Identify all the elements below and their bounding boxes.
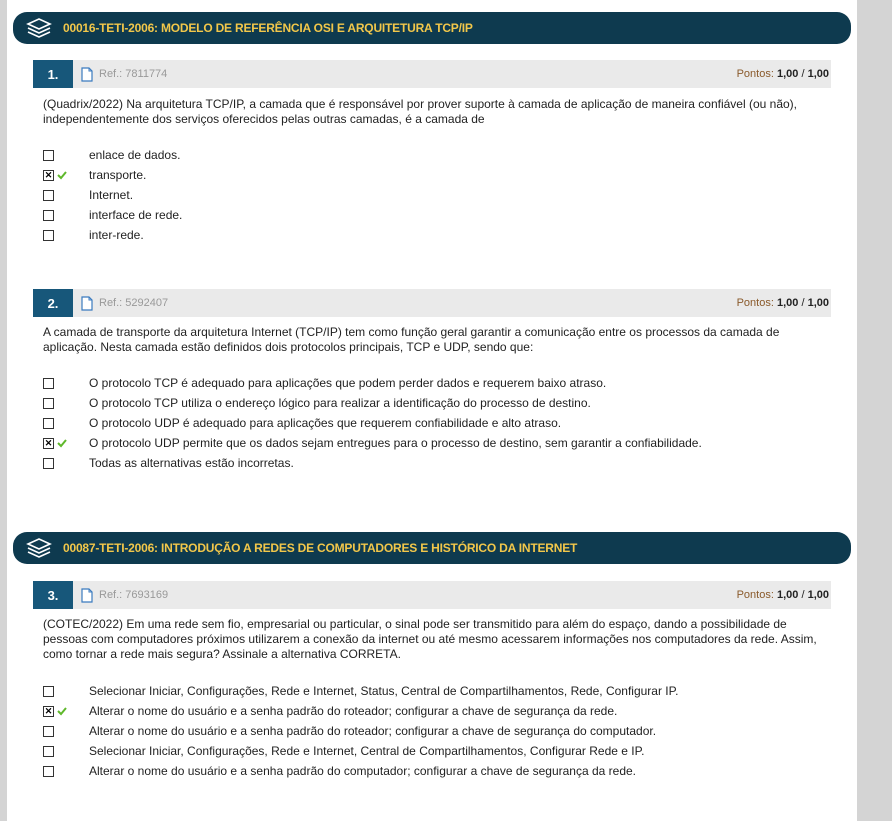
section-header [13, 532, 851, 564]
question-header [33, 289, 831, 317]
question-ref: Ref.: 5292407 [99, 297, 169, 309]
question-number: 2. [33, 289, 73, 317]
option-item[interactable] [43, 373, 833, 393]
option-label: O protocolo UDP é adequado para aplicações que requerem confiabilidade e alto atraso. [89, 416, 562, 430]
stack-of-books-icon [25, 17, 53, 39]
section-title: 00087-TETI-2006: INTRODUÇÃO A REDES DE COMPUTADORES E HISTÓRICO DA INTERNET [63, 541, 578, 555]
document-icon[interactable] [81, 588, 93, 603]
points-label: Pontos: [736, 589, 774, 601]
option-item[interactable] [43, 165, 833, 185]
option-label: transporte. [89, 168, 147, 182]
points-total: 1,00 [807, 589, 829, 601]
option-checkbox[interactable] [43, 230, 54, 241]
section-title: 00016-TETI-2006: MODELO DE REFERÊNCIA OSI E ARQUITETURA TCP/IP [63, 21, 473, 35]
points-separator: / [801, 589, 805, 601]
option-label: Alterar o nome do usuário e a senha padrão do roteador; configurar a chave de segurança do computador. [89, 724, 657, 738]
option-label: inter-rede. [89, 228, 144, 242]
points-separator: / [801, 68, 805, 80]
question-ref: Ref.: 7811774 [99, 68, 168, 80]
option-item[interactable] [43, 413, 833, 433]
option-item[interactable] [43, 433, 833, 453]
option-item[interactable] [43, 741, 833, 761]
option-label: Internet. [89, 188, 134, 202]
check-icon [57, 706, 67, 716]
check-icon [57, 438, 67, 448]
option-label: Todas as alternativas estão incorretas. [89, 456, 294, 470]
option-checkbox[interactable] [43, 766, 54, 777]
option-checkbox[interactable] [43, 378, 54, 389]
points-label: Pontos: [736, 68, 774, 80]
option-item[interactable] [43, 145, 833, 165]
option-checkbox[interactable] [43, 746, 54, 757]
document-icon[interactable] [81, 296, 93, 311]
option-checkbox[interactable] [43, 726, 54, 737]
option-checkbox-checked[interactable]: ✕ [44, 437, 53, 448]
section-header [13, 12, 851, 44]
option-checkbox-checked[interactable]: ✕ [44, 169, 53, 180]
option-label: O protocolo TCP utiliza o endereço lógico para realizar a identificação do processo de destino. [89, 396, 591, 410]
question-points [737, 68, 831, 80]
question-number: 1. [33, 60, 73, 88]
option-item[interactable] [43, 393, 833, 413]
option-item[interactable] [43, 701, 833, 721]
options-list [43, 373, 833, 473]
options-list [43, 145, 833, 245]
option-label: Selecionar Iniciar, Configurações, Rede e Internet, Central de Compartilhamentos, Configurar Rede e IP. [89, 744, 645, 758]
question-points [737, 589, 831, 601]
question-header [33, 581, 831, 609]
question-number: 3. [33, 581, 73, 609]
option-item[interactable] [43, 761, 833, 781]
question-statement: (Quadrix/2022) Na arquitetura TCP/IP, a camada que é responsável por prover suporte à camada de aplicação de maneira confiável (ou não), independentemente dos serviços oferecidos pelas outras camadas, é a camada de [43, 97, 797, 126]
question-points [737, 297, 831, 309]
option-checkbox[interactable] [43, 398, 54, 409]
points-separator: / [801, 297, 805, 309]
option-label: O protocolo TCP é adequado para aplicações que podem perder dados e requerem baixo atraso. [89, 376, 607, 390]
option-label: Selecionar Iniciar, Configurações, Rede e Internet, Status, Central de Compartilhamentos, Rede, Configurar IP. [89, 684, 679, 698]
option-label: enlace de dados. [89, 148, 181, 162]
option-checkbox-checked[interactable]: ✕ [44, 705, 53, 716]
option-label: Alterar o nome do usuário e a senha padrão do roteador; configurar a chave de segurança da rede. [89, 704, 618, 718]
question-statement: (COTEC/2022) Em uma rede sem fio, empresarial ou particular, o sinal pode ser transmitido para além do espaço, dando a possibilidade de pessoas com computadores próximos utilizarem a conexão da internet ou até mesmo acessarem informações nos computadores da rede. Assim, como tornar a rede mais segura? Assinale a alternativa CORRETA. [43, 617, 817, 661]
options-list [43, 681, 833, 781]
option-label: Alterar o nome do usuário e a senha padrão do computador; configurar a chave de segurança da rede. [89, 764, 637, 778]
points-value: 1,00 [776, 68, 799, 80]
option-checkbox[interactable] [43, 686, 54, 697]
question-header [33, 60, 831, 88]
option-checkbox[interactable] [43, 190, 54, 201]
option-item[interactable] [43, 453, 833, 473]
points-label: Pontos: [736, 297, 774, 309]
option-item[interactable] [43, 225, 833, 245]
document-icon[interactable] [81, 67, 93, 82]
points-value: 1,00 [776, 589, 799, 601]
question-statement: A camada de transporte da arquitetura Internet (TCP/IP) tem como função geral garantir a comunicação entre os processos da camada de aplicação. Nesta camada estão definidos dois protocolos principais, TCP e UDP, sendo que: [43, 325, 780, 354]
option-item[interactable] [43, 721, 833, 741]
option-checkbox[interactable] [43, 418, 54, 429]
option-item[interactable] [43, 681, 833, 701]
stack-of-books-icon [25, 537, 53, 559]
option-checkbox[interactable] [43, 210, 54, 221]
option-item[interactable] [43, 185, 833, 205]
option-item[interactable] [43, 205, 833, 225]
option-label: O protocolo UDP permite que os dados sejam entregues para o processo de destino, sem garantir a confiabilidade. [89, 436, 702, 450]
points-total: 1,00 [807, 68, 829, 80]
option-checkbox[interactable] [43, 150, 54, 161]
exam-page [7, 0, 857, 821]
check-icon [57, 170, 67, 180]
points-value: 1,00 [776, 297, 799, 309]
question-ref: Ref.: 7693169 [99, 589, 169, 601]
points-total: 1,00 [807, 297, 829, 309]
option-label: interface de rede. [89, 208, 183, 222]
option-checkbox[interactable] [43, 458, 54, 469]
